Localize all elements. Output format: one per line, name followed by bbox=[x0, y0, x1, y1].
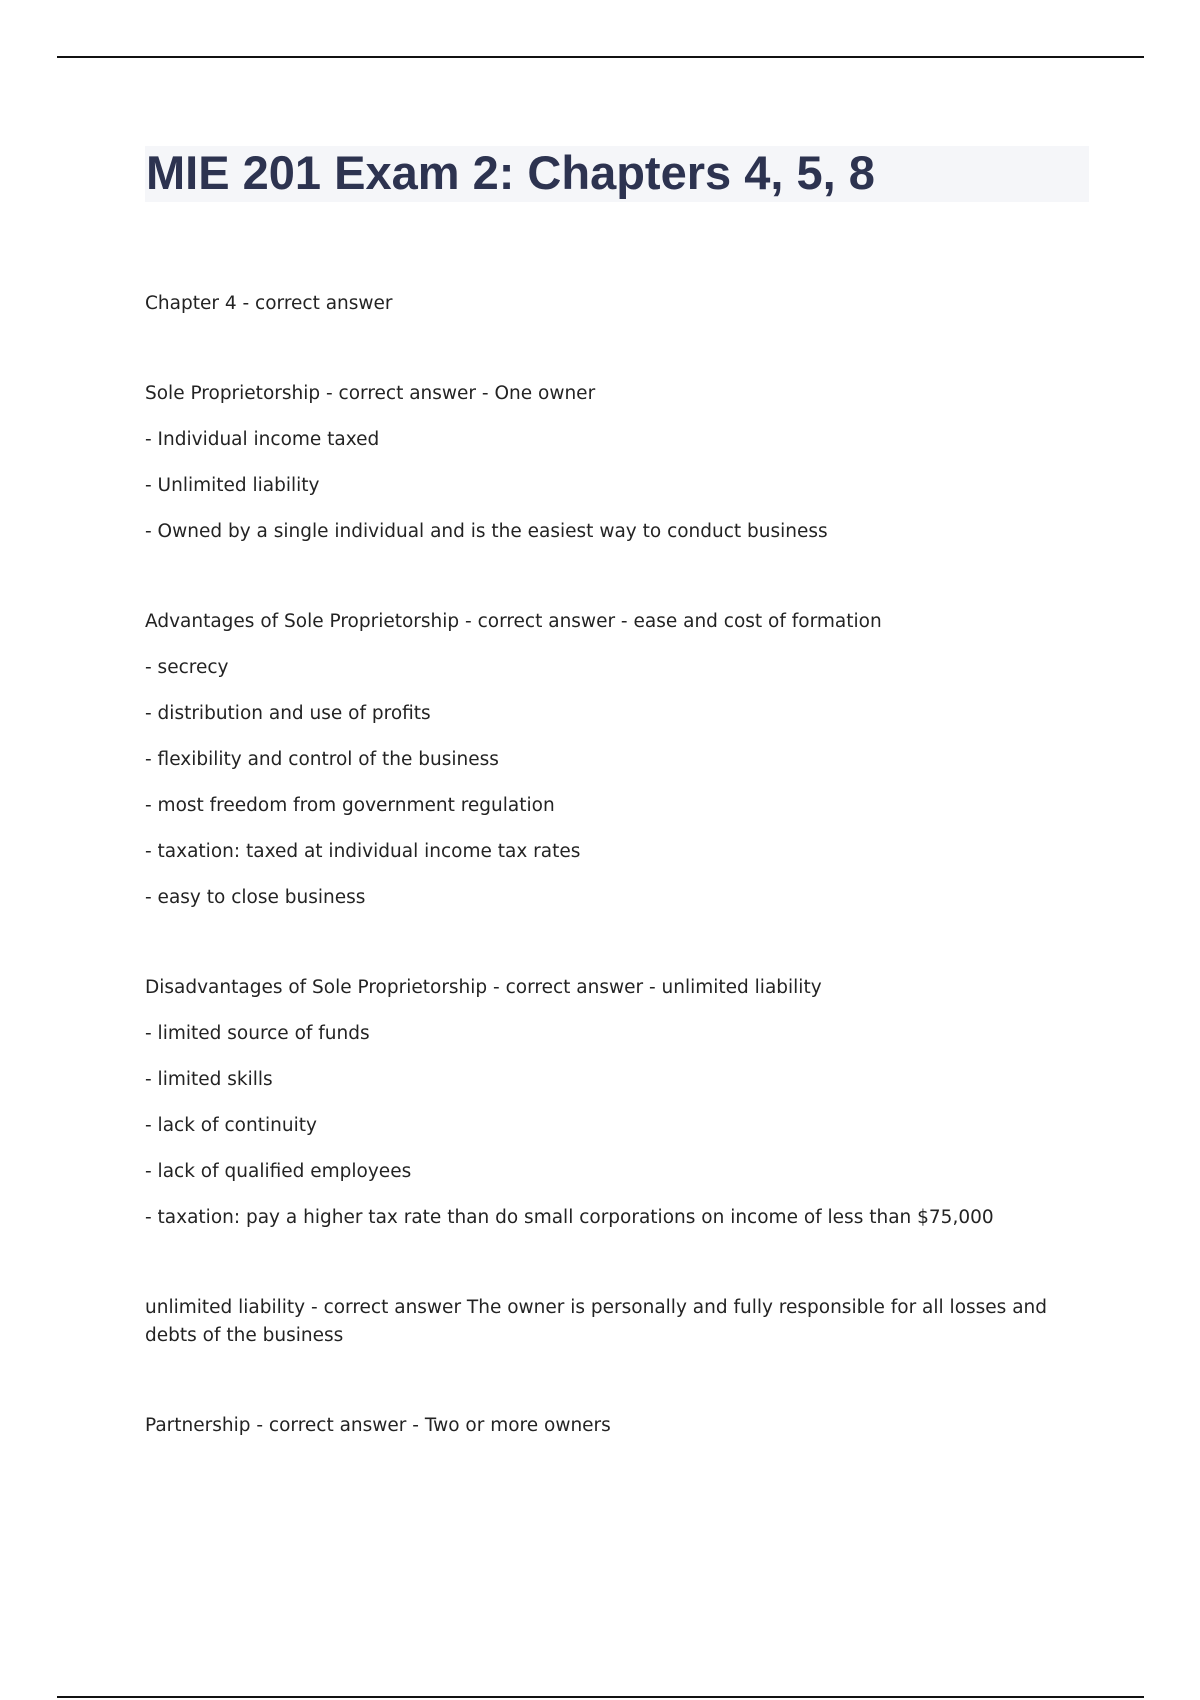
list-item: - Owned by a single individual and is the easiest way to conduct business bbox=[145, 521, 828, 542]
section-heading: Chapter 4 - correct answer bbox=[145, 293, 393, 314]
document-title: MIE 201 Exam 2: Chapters 4, 5, 8 bbox=[146, 146, 875, 199]
list-item: - limited skills bbox=[145, 1069, 273, 1090]
list-item: - secrecy bbox=[145, 657, 229, 678]
list-item: - flexibility and control of the business bbox=[145, 749, 499, 770]
section-disadvantages bbox=[145, 974, 1085, 1232]
section-unlimited-liability bbox=[145, 1294, 1085, 1350]
section-advantages bbox=[145, 608, 1085, 912]
list-item: - most freedom from government regulation bbox=[145, 795, 555, 816]
list-item: - limited source of funds bbox=[145, 1023, 370, 1044]
list-item: - taxation: taxed at individual income tax rates bbox=[145, 841, 581, 862]
list-item: - taxation: pay a higher tax rate than do small corporations on income of less than $75,000 bbox=[145, 1207, 994, 1228]
list-item: - Individual income taxed bbox=[145, 429, 380, 450]
section-heading: Partnership - correct answer - Two or more owners bbox=[145, 1415, 611, 1436]
top-rule bbox=[57, 56, 1144, 58]
section-chapter-4 bbox=[145, 290, 1085, 318]
list-item: - lack of qualified employees bbox=[145, 1161, 412, 1182]
document-body bbox=[145, 290, 1085, 1440]
section-partnership bbox=[145, 1412, 1085, 1440]
section-heading: Disadvantages of Sole Proprietorship - correct answer - unlimited liability bbox=[145, 977, 822, 998]
section-sole-proprietorship bbox=[145, 380, 1085, 546]
section-heading: Sole Proprietorship - correct answer - One owner bbox=[145, 383, 596, 404]
list-item: - lack of continuity bbox=[145, 1115, 317, 1136]
list-item: - easy to close business bbox=[145, 887, 366, 908]
list-item: - Unlimited liability bbox=[145, 475, 320, 496]
section-heading: Advantages of Sole Proprietorship - correct answer - ease and cost of formation bbox=[145, 611, 882, 632]
list-item: - distribution and use of profits bbox=[145, 703, 431, 724]
bottom-rule bbox=[57, 1696, 1144, 1698]
section-heading: unlimited liability - correct answer The owner is personally and fully responsible for all losses and debts of the business bbox=[145, 1297, 1047, 1346]
